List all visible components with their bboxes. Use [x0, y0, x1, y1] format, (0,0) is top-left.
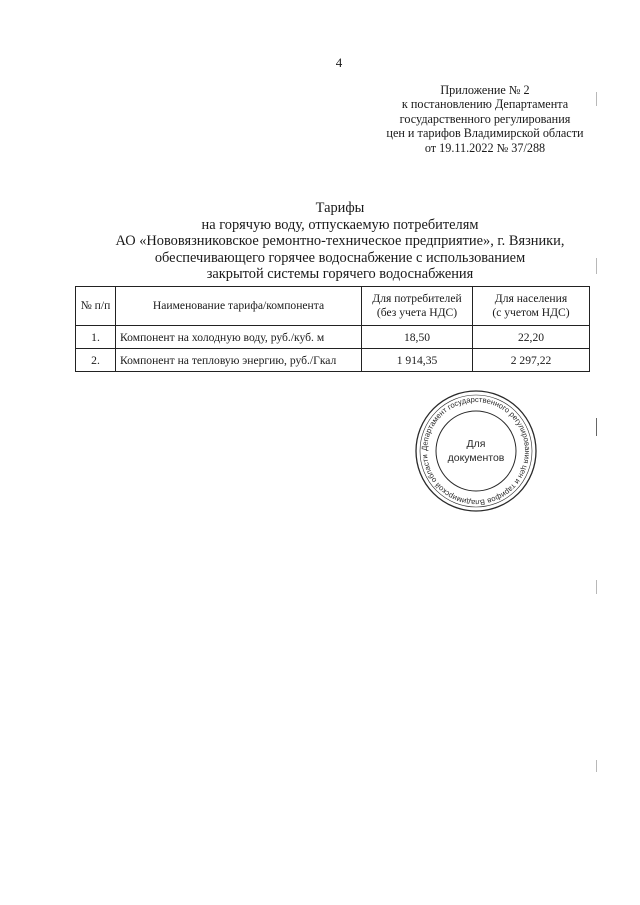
title-line: обеспечивающего горячее водоснабжение с использованием [154, 249, 526, 266]
document-title [90, 200, 590, 283]
scan-artifact [596, 418, 597, 436]
stamp-outer-text: Департамент государственного регулирования цен и тарифов Владимирской области [419, 394, 533, 508]
page-number: 4 [335, 55, 343, 70]
appendix-line: к постановлению Департамента [401, 97, 569, 112]
header-consumers-line1: Для потребителей [372, 292, 462, 305]
table-header-row [76, 287, 590, 326]
scan-artifact [596, 580, 597, 594]
stamp-center-ring [436, 411, 516, 491]
appendix-line: Приложение № 2 [440, 83, 530, 97]
header-consumers [362, 287, 473, 326]
row-num: 2. [76, 349, 116, 372]
title-line: на горячую воду, отпускаемую потребителям [201, 216, 479, 233]
row-consumers: 18,50 [362, 326, 473, 349]
row-name: Компонент на холодную воду, руб./куб. м [116, 326, 362, 349]
row-population: 22,20 [473, 326, 590, 349]
row-population: 2 297,22 [473, 349, 590, 372]
appendix-line: цен и тарифов Владимирской области [386, 126, 584, 141]
stamp-outer-ring [416, 391, 536, 511]
appendix-line: от 19.11.2022 № 37/288 [424, 140, 546, 155]
header-population [473, 287, 590, 326]
table-row [76, 349, 590, 372]
appendix-line: государственного регулирования [399, 111, 571, 126]
title-line: закрытой системы горячего водоснабжения [206, 266, 474, 283]
row-name: Компонент на тепловую энергию, руб./Гкал [116, 349, 362, 372]
row-num: 1. [76, 326, 116, 349]
title-heading: Тарифы [315, 200, 365, 216]
header-name: Наименование тарифа/компонента [116, 287, 362, 326]
tariff-table [75, 286, 590, 372]
title-line: АО «Нововязниковское ремонтно-техническое предприятие», г. Вязники, [115, 233, 565, 250]
table-row [76, 326, 590, 349]
official-stamp [414, 389, 538, 513]
header-population-line1: Для населения [494, 292, 568, 305]
scan-artifact [596, 258, 597, 274]
header-num: № п/п [76, 287, 116, 326]
scan-artifact [596, 92, 597, 106]
header-consumers-line2: (без учета НДС) [376, 306, 458, 319]
scan-artifact [596, 760, 597, 772]
header-population-line2: (с учетом НДС) [492, 306, 570, 319]
appendix-header [360, 83, 610, 155]
stamp-center-line2: документов [447, 452, 505, 464]
stamp-center-line1: Для [466, 438, 486, 450]
row-consumers: 1 914,35 [362, 349, 473, 372]
